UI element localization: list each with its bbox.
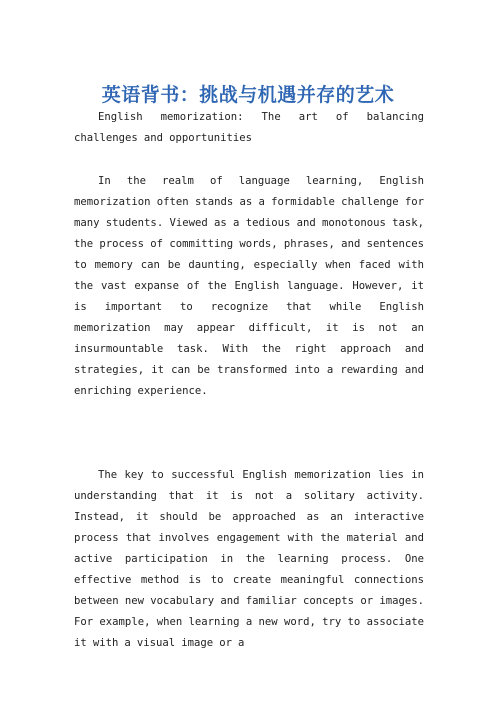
english-subtitle: English memorization: The art of balancing challenges and opportunities (74, 111, 424, 144)
paragraph-1: In the realm of language learning, English memorization often stands as a formidable challenge for many students. Viewed as a tedious and monotonous task, the process of committing words, phrases, and sentences to memory can be daunting, especially when faced with the vast expanse of the English language. However, it is important to recognize that while English memorization may appear difficult, it is not an insurmountable task. With the right approach and strategies, it can be transformed into a rewarding and enriching experience. (74, 175, 424, 397)
paragraph-2: The key to successful English memorization lies in understanding that it is not a solitary activity. Instead, it should be approached as an interactive process that involves engagement with the material and active participation in the learning process. One effective method is to create meaningful connections between new vocabulary and familiar concepts or images. For example, when learning a new word, try to associate it with a visual image or a (74, 469, 424, 649)
document-title: 英语背书：挑战与机遇并存的艺术 (101, 84, 395, 106)
